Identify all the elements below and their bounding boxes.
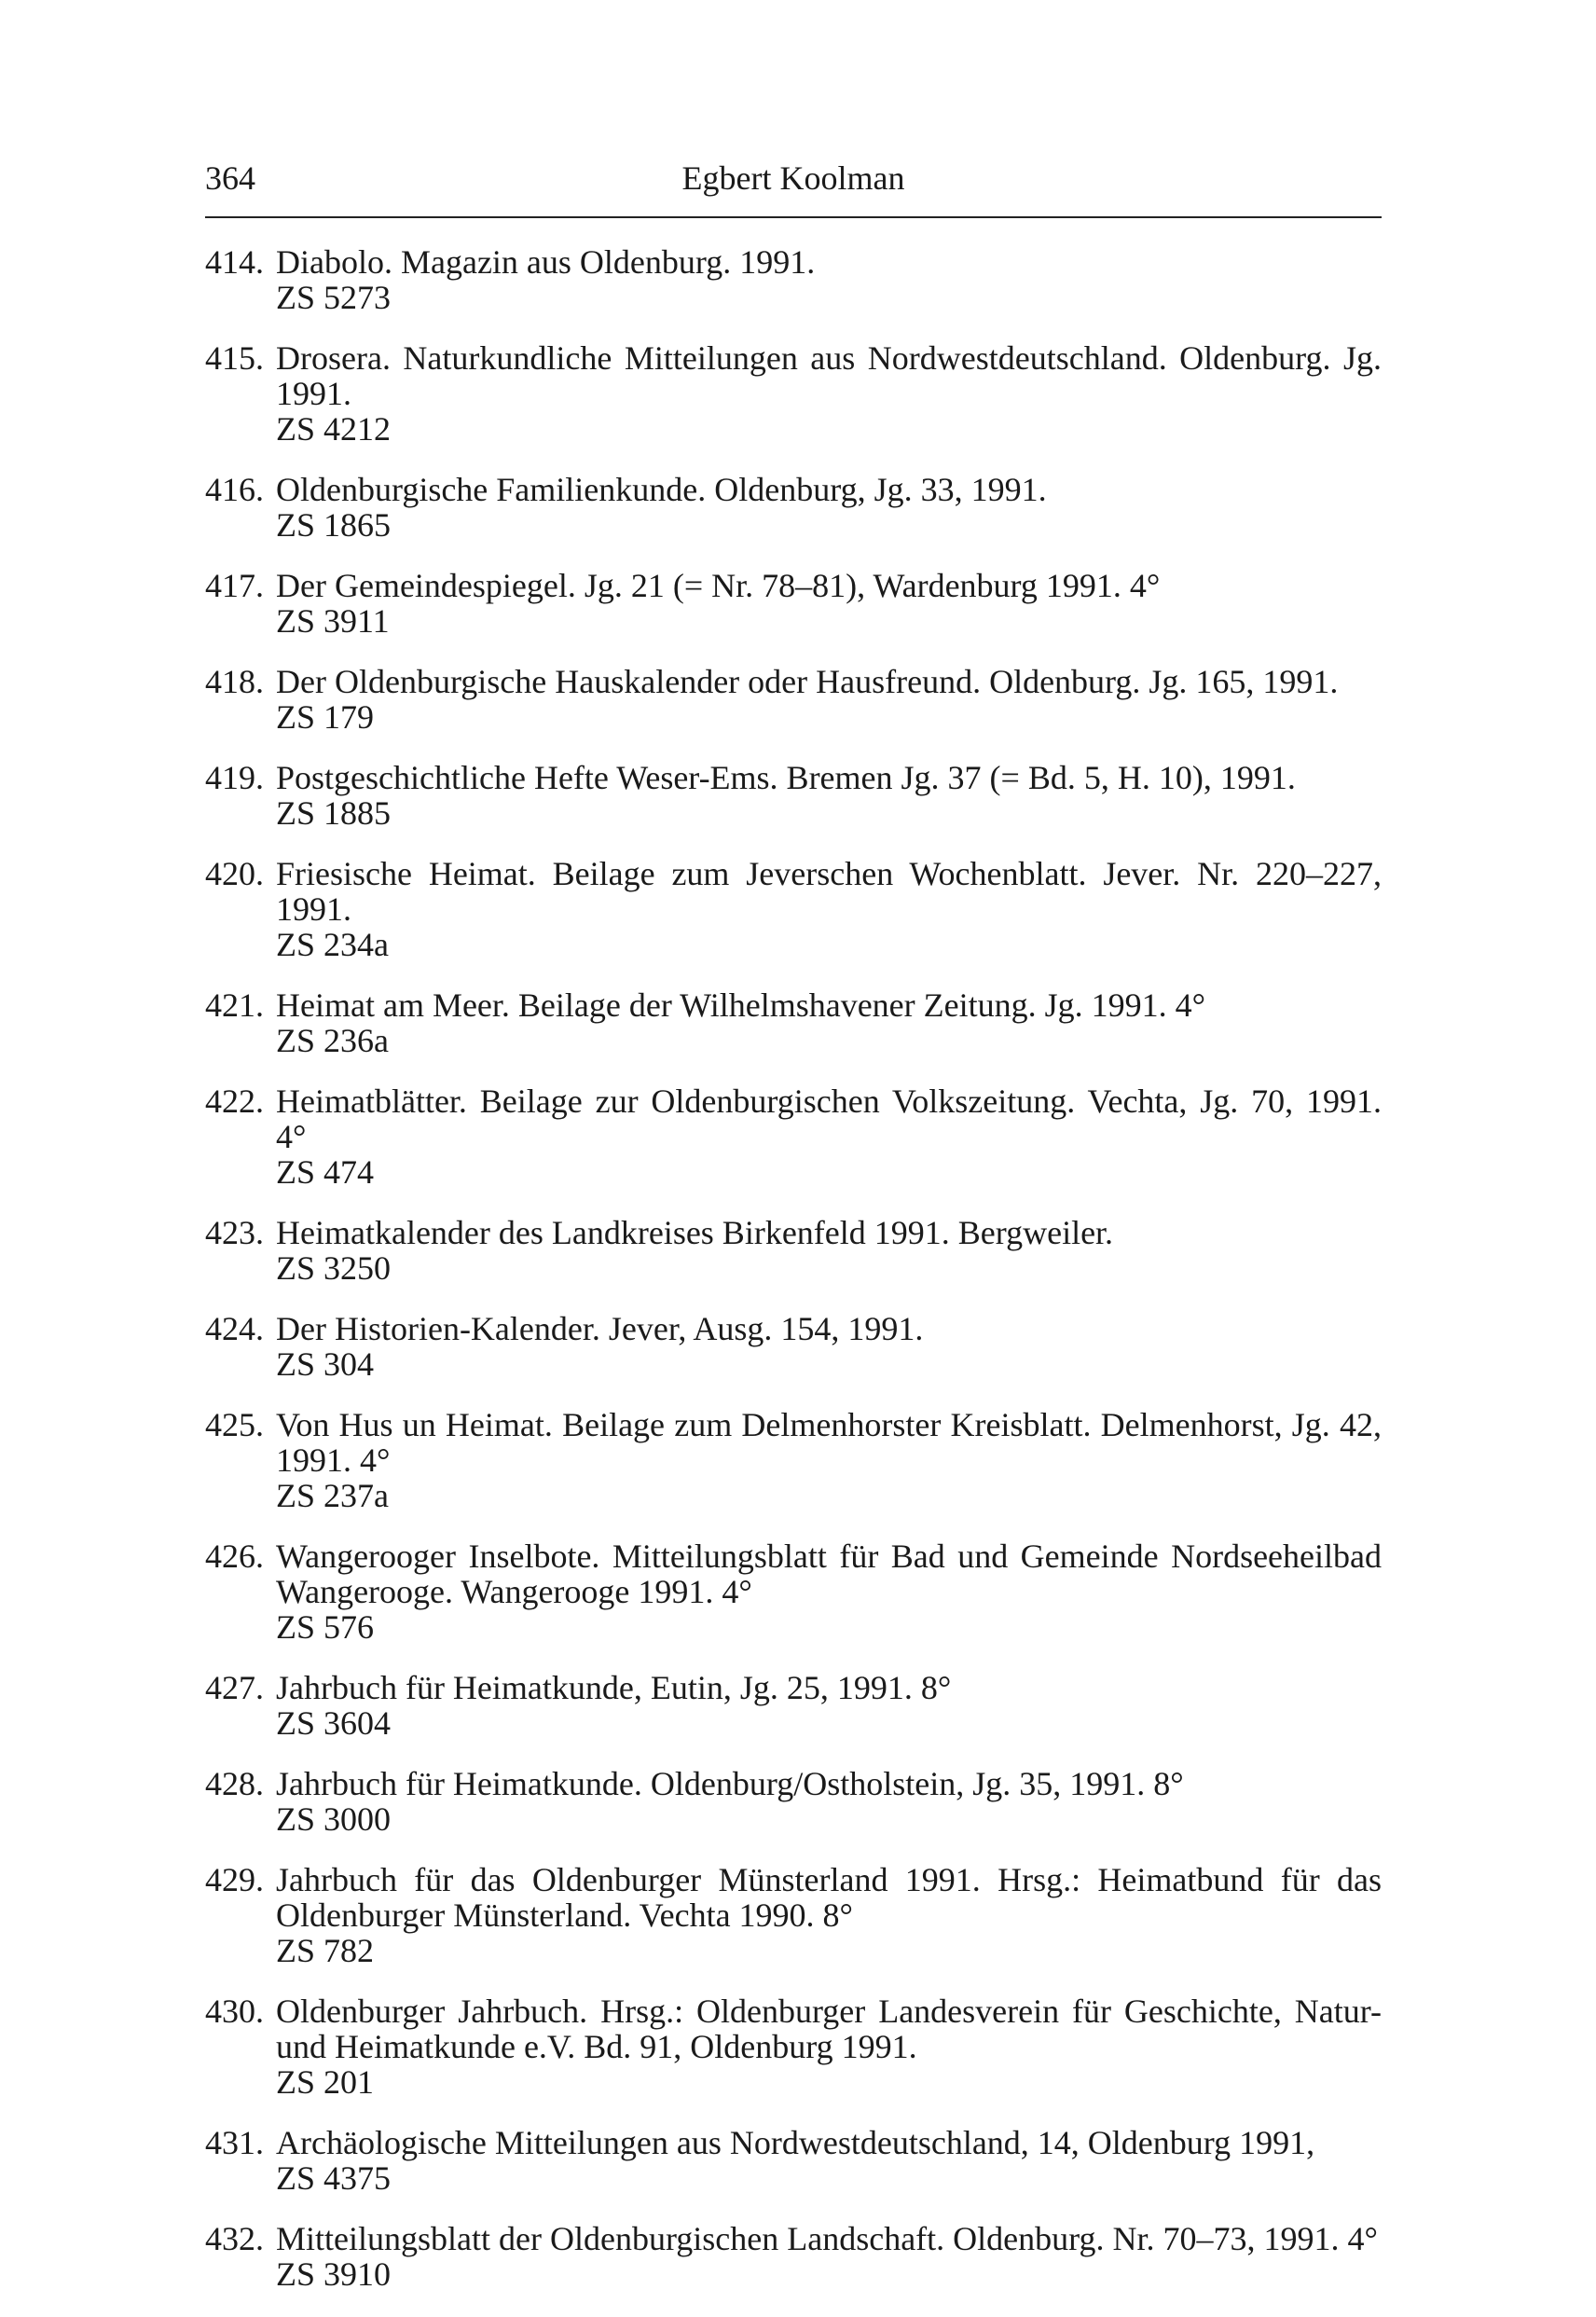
- entry-title: Jahrbuch für das Oldenburger Münsterland 1991. Hrsg.: Heimatbund für das Oldenburger Münsterland. Vechta 1990. 8°: [276, 1861, 1382, 1934]
- bibliography-entry: [205, 1766, 1382, 1837]
- entry-shelfmark: ZS 234a: [276, 926, 389, 963]
- bibliography-entry: [205, 760, 1382, 831]
- bibliography-entry: [205, 568, 1382, 639]
- bibliography-list: [205, 244, 1382, 2317]
- entry-shelfmark: ZS 4375: [276, 2159, 392, 2197]
- entry-shelfmark: ZS 4212: [276, 410, 392, 448]
- entry-shelfmark: ZS 782: [276, 1932, 375, 1969]
- entry-title: Von Hus un Heimat. Beilage zum Delmenhorster Kreisblatt. Delmenhorst, Jg. 42, 1991. 4°: [276, 1406, 1382, 1479]
- bibliography-entry: [205, 987, 1382, 1058]
- entry-title: Heimatkalender des Landkreises Birkenfeld 1991. Bergweiler.: [276, 1214, 1114, 1251]
- entry-shelfmark: ZS 3911: [276, 602, 390, 640]
- entry-shelfmark: ZS 3604: [276, 1704, 392, 1742]
- entry-number: 428.: [205, 1765, 264, 1802]
- entry-title: Heimat am Meer. Beilage der Wilhelmshavener Zeitung. Jg. 1991. 4°: [276, 986, 1206, 1024]
- bibliography-entry: [205, 472, 1382, 543]
- entry-shelfmark: ZS 5273: [276, 279, 392, 316]
- bibliography-entry: [205, 1862, 1382, 1968]
- entry-title: Postgeschichtliche Hefte Weser-Ems. Bremen Jg. 37 (= Bd. 5, H. 10), 1991.: [276, 759, 1296, 796]
- bibliography-entry: [205, 1407, 1382, 1513]
- entry-shelfmark: ZS 3250: [276, 1249, 392, 1287]
- entry-number: 418.: [205, 663, 264, 700]
- entry-title: Jahrbuch für Heimatkunde, Eutin, Jg. 25, 1991. 8°: [276, 1669, 952, 1706]
- entry-number: 417.: [205, 567, 264, 604]
- running-head: [205, 152, 1382, 204]
- entry-title: Der Gemeindespiegel. Jg. 21 (= Nr. 78–81), Wardenburg 1991. 4°: [276, 567, 1161, 604]
- entry-title: Diabolo. Magazin aus Oldenburg. 1991.: [276, 243, 816, 281]
- entry-number: 427.: [205, 1669, 264, 1706]
- entry-shelfmark: ZS 3000: [276, 1800, 392, 1838]
- bibliography-entry: [205, 1083, 1382, 1190]
- entry-shelfmark: ZS 179: [276, 698, 375, 736]
- entry-shelfmark: ZS 304: [276, 1345, 375, 1383]
- entry-shelfmark: ZS 201: [276, 2063, 375, 2101]
- entry-title: Der Oldenburgische Hauskalender oder Hausfreund. Oldenburg. Jg. 165, 1991.: [276, 663, 1339, 700]
- bibliography-entry: [205, 856, 1382, 962]
- entry-title: Friesische Heimat. Beilage zum Jeverschen Wochenblatt. Jever. Nr. 220–227, 1991.: [276, 855, 1382, 928]
- page-number: 364: [205, 159, 255, 197]
- entry-title: Mitteilungsblatt der Oldenburgischen Landschaft. Oldenburg. Nr. 70–73, 1991. 4°: [276, 2220, 1378, 2257]
- entry-shelfmark: ZS 1865: [276, 506, 392, 544]
- entry-shelfmark: ZS 474: [276, 1153, 375, 1191]
- bibliography-entry: [205, 1993, 1382, 2100]
- entry-shelfmark: ZS 1885: [276, 794, 392, 832]
- running-title: Egbert Koolman: [681, 159, 905, 197]
- entry-number: 424.: [205, 1310, 264, 1347]
- entry-title: Oldenburger Jahrbuch. Hrsg.: Oldenburger Landesverein für Geschichte, Natur- und Heimatkunde e.V. Bd. 91, Oldenburg 1991.: [276, 1993, 1382, 2065]
- entry-number: 419.: [205, 759, 264, 796]
- entry-shelfmark: ZS 236a: [276, 1022, 389, 1059]
- entry-title: Heimatblätter. Beilage zur Oldenburgischen Volkszeitung. Vechta, Jg. 70, 1991. 4°: [276, 1083, 1382, 1155]
- entry-number: 430.: [205, 1993, 264, 2030]
- header-rule: [205, 216, 1382, 218]
- entry-title: Drosera. Naturkundliche Mitteilungen aus Nordwestdeutschland. Oldenburg. Jg. 1991.: [276, 339, 1382, 412]
- entry-number: 432.: [205, 2220, 264, 2257]
- bibliography-entry: [205, 1311, 1382, 1382]
- entry-number: 425.: [205, 1406, 264, 1443]
- entry-number: 415.: [205, 339, 264, 377]
- entry-title: Jahrbuch für Heimatkunde. Oldenburg/Ostholstein, Jg. 35, 1991. 8°: [276, 1765, 1184, 1802]
- entry-shelfmark: ZS 576: [276, 1608, 375, 1646]
- entry-number: 431.: [205, 2124, 264, 2161]
- bibliography-entry: [205, 2221, 1382, 2292]
- entry-title: Oldenburgische Familienkunde. Oldenburg, Jg. 33, 1991.: [276, 471, 1047, 508]
- entry-shelfmark: ZS 237a: [276, 1477, 389, 1514]
- bibliography-entry: [205, 1215, 1382, 1286]
- entry-number: 422.: [205, 1083, 264, 1120]
- entry-number: 429.: [205, 1861, 264, 1898]
- entry-number: 423.: [205, 1214, 264, 1251]
- entry-shelfmark: ZS 3910: [276, 2255, 392, 2293]
- entry-title: Wangerooger Inselbote. Mitteilungsblatt für Bad und Gemeinde Nordseeheilbad Wangerooge. Wangerooge 1991. 4°: [276, 1538, 1382, 1610]
- bibliography-entry: [205, 340, 1382, 447]
- entry-number: 416.: [205, 471, 264, 508]
- entry-number: 414.: [205, 243, 264, 281]
- bibliography-entry: [205, 1670, 1382, 1741]
- entry-number: 420.: [205, 855, 264, 892]
- bibliography-entry: [205, 244, 1382, 315]
- entry-title: Archäologische Mitteilungen aus Nordwestdeutschland, 14, Oldenburg 1991,: [276, 2124, 1315, 2161]
- bibliography-entry: [205, 2125, 1382, 2196]
- entry-title: Der Historien-Kalender. Jever, Ausg. 154, 1991.: [276, 1310, 924, 1347]
- bibliography-entry: [205, 1538, 1382, 1645]
- entry-number: 421.: [205, 986, 264, 1024]
- entry-number: 426.: [205, 1538, 264, 1575]
- bibliography-entry: [205, 664, 1382, 735]
